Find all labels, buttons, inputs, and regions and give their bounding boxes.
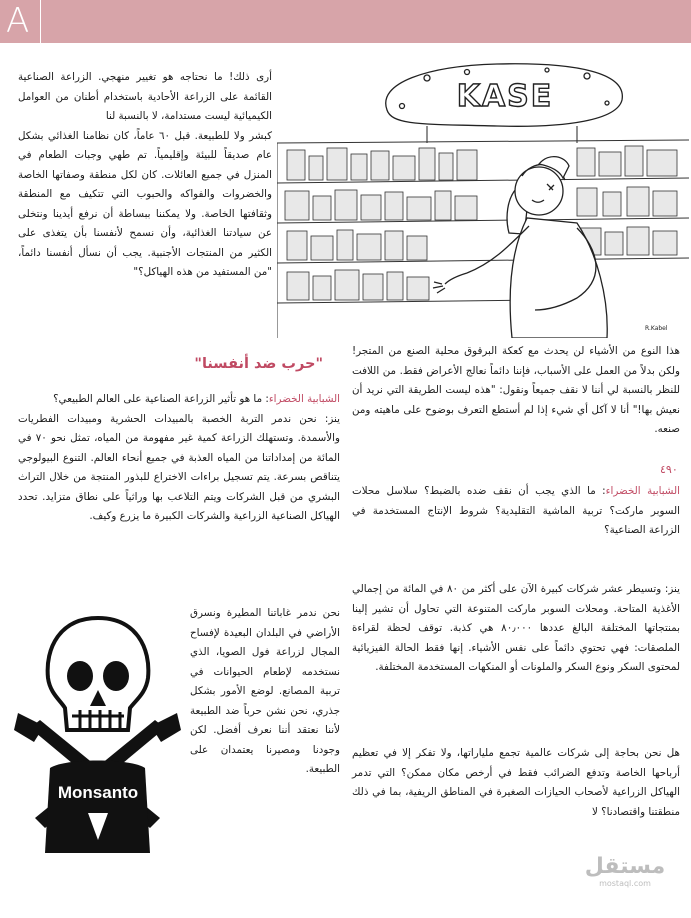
paragraph: نحن ندمر غاباتنا المطيرة ونسرق الأراضي في البلدان البعيدة لإفساح المجال لزراعة فول الصويا، الذي نستخدمه لإطعام الحيوانات في تربية المصانع. لوضع الأمور بشكل جذري، نحن نشن حرباً ضد الطبيعة لأننا نعتقد أننا نعرف أفضل. لكن وجودنا ومصيرنا يعتمدان على الطبيعة.: [190, 607, 340, 775]
question-text: : ما الذي يجب أن نقف ضده بالضبط؟ سلاسل محلات السوبر ماركت؟ تربية الماشية التقليدية؟ شروط الإنتاج المستخدمة في الزراعة الصناعية؟: [352, 485, 680, 536]
brand-shirt: [45, 761, 150, 854]
watermark-latin: mostaql.com: [599, 879, 651, 888]
sign-text: KASE: [456, 79, 554, 114]
supermarket-illustration: [277, 48, 689, 338]
question-text: : ما هو تأثير الزراعة الصناعية على العالم الطبيعي؟: [53, 393, 269, 405]
question-label: الشبابية الخضراء: [268, 393, 340, 405]
right-column-para1: [352, 342, 680, 440]
left-column-intro: [18, 68, 272, 283]
answer-paragraph: ينز: نحن ندمر التربة الخصبة بالمبيدات الحشرية ومبيدات الفطريات والأسمدة. وتستهلك الزراعة كمية غير مفهومة من المياه، تمثل نحو ٧٠ في المائة من إمداداتنا من المياه العذبة في جميع أنحاء العالم. التنوع البيولوجي يتناقص بسرعة. يتم تسجيل براءات الاختراع للبذور المنتجة من خلال التراث البشري من قبل الشركات ويتم التلاعب بها وراثياً على نطاق متزايد. تحدد الهياكل الصناعية الزراعية والشركات الكبيرة ما يزرع وكيف.: [18, 412, 340, 522]
artist-signature: R.Kabel: [645, 325, 668, 332]
left-column-qa: [18, 390, 340, 527]
shelf-products: [285, 146, 677, 300]
paragraph: هذا النوع من الأشياء لن يحدث مع كعكة البرقوق محلية الصنع من المتجر! ولكن بدلاً من العمل على الأسباب، فإننا دائماً نعالج الأعراض فقط. من اللافت للنظر بالنسبة لي أننا لا نقف جميعاً ونقول: "هذه ليست الطريقة التي نريد أن نعيش بها!" أنا لا آكل أي شيء إذا لم أستطع التعرف بوضوح على ماهيته ومن صنعه.: [352, 345, 680, 435]
answer-paragraph: ينز: وتسيطر عشر شركات كبيرة الآن على أكثر من ٨٠ في المائة من إجمالي الأغذية المتاحة. ومحلات السوبر ماركت المتنوعة التي تحاول أن تشير إلينا بمنتجاتها المختلفة البالغ عددها ٨٠٫٠٠٠ هي كذبة. توقف لحظة لقراءة الملصقات: فهي تحتوي دائماً على نفس الأشياء. إنها فقط الحالة الفيزيائية لمحتوى السكر ونوع السكر والملونات أو المنكهات المستخدمة المختلفة.: [352, 583, 680, 673]
right-column-para3: [352, 744, 680, 822]
logo-letter: A: [6, 1, 30, 41]
question-label: الشبابية الخضراء: [605, 485, 680, 497]
mostaql-watermark: [580, 855, 670, 889]
right-column-answer: [352, 580, 680, 678]
paragraph: هل نحن بحاجة إلى شركات عالمية تجمع ملياراتها، ولا تفكر إلا في تعظيم أرباحها الخاصة وتدفع الضرائب فقط في أرخص مكان ممكن؟ التي تدمر الهياكل الزراعية لأصحاب الحيازات الصغيرة في المناطق الريفية، بما في ذلك منطقتنا واقتصادنا؟ لا: [352, 747, 680, 818]
header-bar: [0, 0, 691, 43]
confused-shopper: [433, 157, 607, 338]
left-column-bottom: [190, 604, 340, 780]
watermark-arabic: مستقل: [584, 854, 666, 879]
skull: [48, 618, 149, 730]
magazine-logo: [0, 0, 41, 43]
section-heading: "حرب ضد أنفسنا": [194, 356, 323, 372]
paragraph: أرى ذلك! ما نحتاجه هو تغيير منهجي. الزراعة الصناعية القائمة على الزراعة الأحادية باستخدام أطنان من العوامل الكيميائية ليست مستدامة، لا بالنسبة لنا: [18, 71, 272, 122]
page-number: ٤٩٠: [660, 463, 678, 476]
right-column-question: [352, 482, 680, 541]
brand-name: Monsanto: [57, 783, 139, 802]
monsanto-skull-illustration: [10, 608, 185, 853]
paragraph: كبشر ولا للطبيعة. قبل ٦٠ عاماً، كان نظامنا الغذائي بشكل عام صديقاً للبيئة وإقليمياً. تم طهي وجبات الطعام في المنزل في جميع العائلات. كان لكل منطقة وصفاتها الخاصة والخضروات والفواكه والحبوب التي تتكيف مع المنطقة وثقافتها الخاصة. ولا يمكننا ببساطة أن نرفع أيدينا ونتخلى عن سيادتنا الغذائية، وأن نسمح لأنفسنا بأن يتغذى على الكثير من المنتجات الأجنبية. يجب أن نسأل أنفسنا دائماً، "من المستفيد من هذه الهياكل؟": [18, 129, 273, 278]
